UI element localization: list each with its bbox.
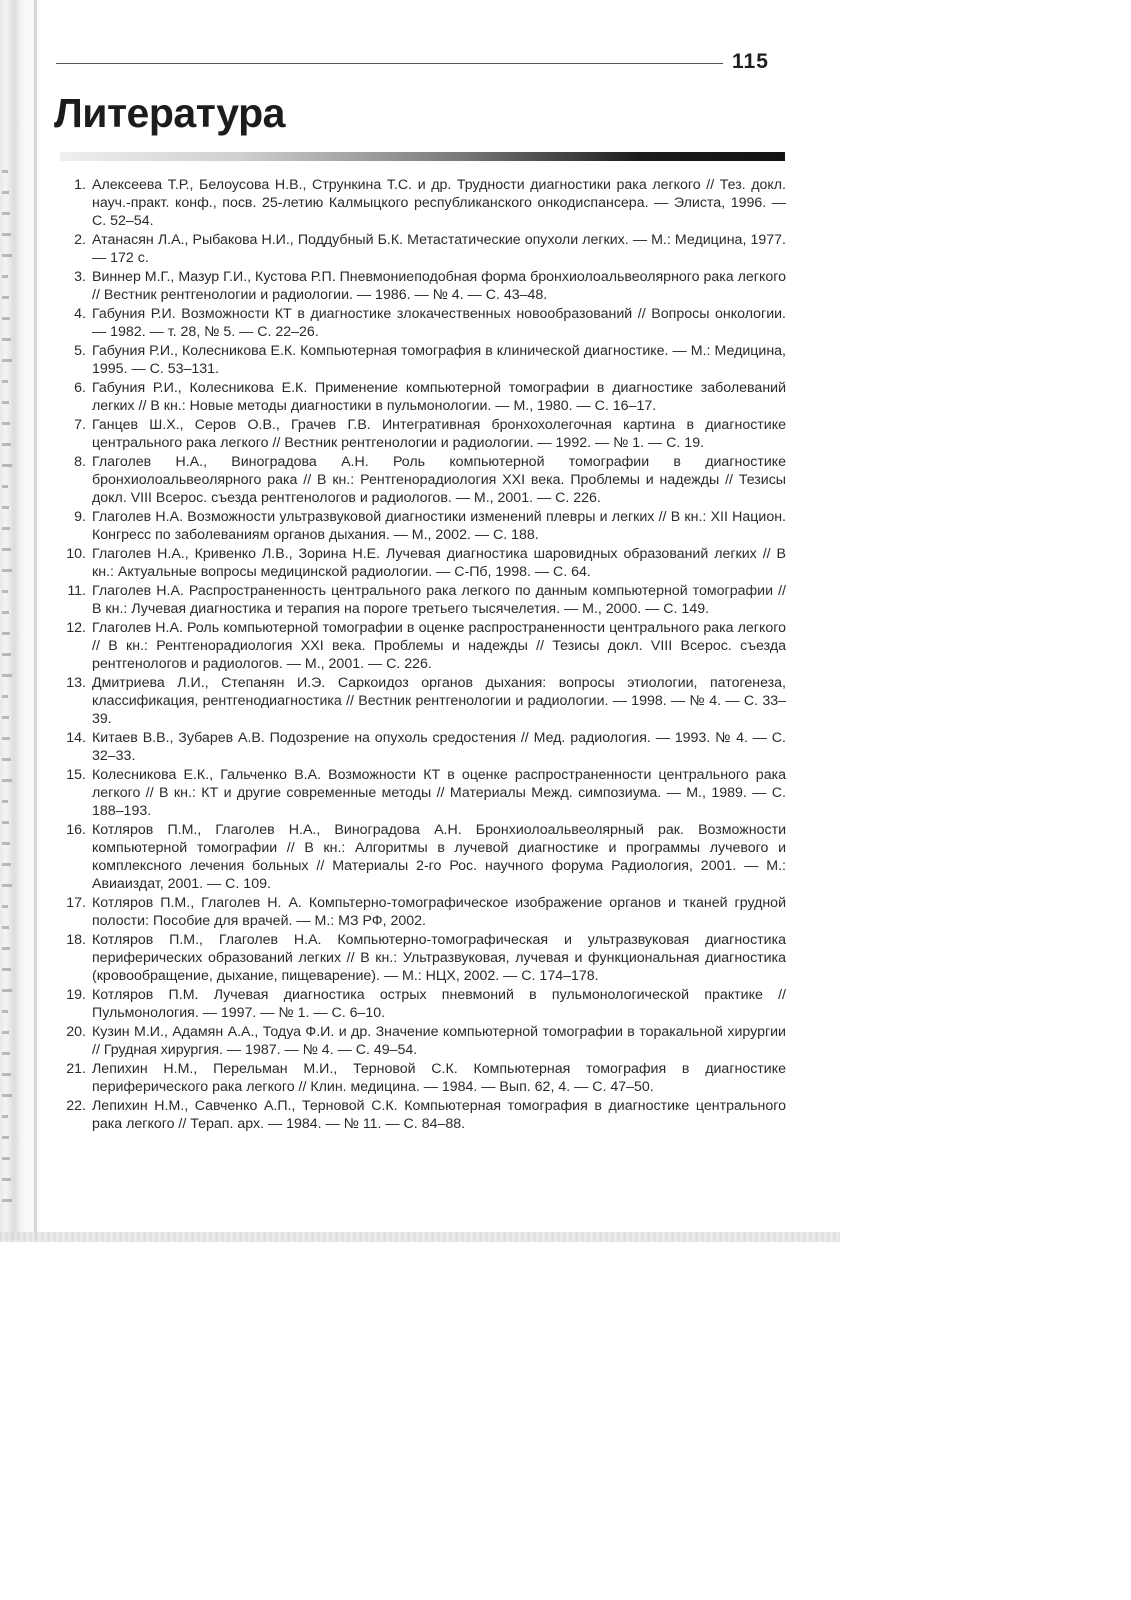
scan-edge-mark	[2, 779, 12, 782]
reference-text: Котляров П.М. Лучевая диагностика острых пневмоний в пульмонологической практике // Пульмонология. — 1997. — № 1. — С. 6–10.	[92, 987, 786, 1021]
reference-number: 5.	[74, 343, 86, 359]
reference-item	[58, 931, 786, 985]
reference-number: 16.	[66, 822, 86, 838]
scan-edge-mark	[2, 359, 12, 362]
scan-edge-mark	[2, 527, 10, 530]
reference-text: Китаев В.В., Зубарев А.В. Подозрение на опухоль средостения // Мед. радиология. — 1993. № 4. — С. 32–33.	[92, 730, 786, 764]
reference-text: Глаголев Н.А. Распространенность центрального рака легкого по данным компьютерной томографии // В кн.: Лучевая диагностика и терапия на пороге третьего тысячелетия. — М., 2000. — С. 149.	[92, 583, 786, 617]
reference-text: Колесникова Е.К., Гальченко В.А. Возможности КТ в оценке распространенности центрального рака легкого // В кн.: КТ и другие современные методы // Материалы Межд. симпозиума. — М., 1989. — С. 188–193.	[92, 767, 786, 819]
scan-edge-mark	[2, 842, 10, 845]
reference-item	[58, 729, 786, 765]
reference-item	[58, 766, 786, 820]
scan-edge-mark	[2, 716, 9, 719]
reference-text: Лепихин Н.М., Савченко А.П., Терновой С.К. Компьютерная томография в диагностике центрального рака легкого // Терап. арх. — 1984. — № 11. — С. 84–88.	[92, 1098, 786, 1132]
scan-edge-mark	[2, 1094, 12, 1097]
reference-number: 20.	[66, 1024, 86, 1040]
scan-edge-mark	[2, 989, 12, 992]
reference-number: 6.	[74, 380, 86, 396]
reference-item	[58, 1097, 786, 1133]
reference-item	[58, 582, 786, 618]
reference-text: Кузин М.И., Адамян А.А., Тодуа Ф.И. и др. Значение компьютерной томографии в торакальной хирургии // Грудная хирургия. — 1987. — № 4. — С. 49–54.	[92, 1024, 786, 1058]
reference-text: Алексеева Т.Р., Белоусова Н.В., Стрункина Т.С. и др. Трудности диагностики рака легкого // Тез. докл. науч.-практ. конф., посв. 25-летию Калмыцкого республиканского онкодиспансера. — Элиста, 1996. — С. 52–54.	[92, 177, 786, 229]
scan-edge-mark	[2, 233, 11, 236]
reference-number: 21.	[66, 1061, 86, 1077]
reference-number: 19.	[66, 987, 86, 1003]
scan-edge-mark	[2, 548, 11, 551]
reference-item	[58, 379, 786, 415]
reference-number: 8.	[74, 454, 86, 470]
reference-item	[58, 674, 786, 728]
scan-edge-mark	[2, 212, 10, 215]
scan-edge-mark	[2, 275, 8, 278]
reference-text: Атанасян Л.А., Рыбакова Н.И., Поддубный Б.К. Метастатические опухоли легких. — М.: Медицина, 1977. — 172 с.	[92, 232, 786, 266]
reference-number: 12.	[66, 620, 86, 636]
scan-edge-mark	[2, 1031, 9, 1034]
reference-item	[58, 1023, 786, 1059]
reference-item	[58, 176, 786, 230]
reference-text: Глаголев Н.А., Виноградова А.Н. Роль компьютерной томографии в диагностике бронхиолоальвеолярного рака // В кн.: Рентгенорадиология XXI века. Проблемы и надежды // Тезисы докл. VIII Всерос. съезда рентгенологов и радиологов. — М., 2001. — С. 226.	[92, 454, 786, 506]
reference-number: 2.	[74, 232, 86, 248]
scan-edge-mark	[2, 632, 10, 635]
scan-edge-mark	[2, 1115, 8, 1118]
scan-edge-mark	[2, 737, 10, 740]
reference-text: Котляров П.М., Глаголев Н.А., Виноградова А.Н. Бронхиолоальвеолярный рак. Возможности компьютерной томографии // В кн.: Алгоритмы в лучевой диагностике и программы лучевого и комплексного лечения больных // Материалы 2-го Рос. научного форума Радиология, 2001. — М.: Авиаиздат, 2001. — С. 109.	[92, 822, 786, 892]
reference-text: Габуния Р.И. Возможности КТ в диагностике злокачественных новообразований // Вопросы онкологии. — 1982. — т. 28, № 5. — С. 22–26.	[92, 306, 786, 340]
scan-edge-mark	[2, 653, 11, 656]
scan-edge-mark	[2, 1010, 8, 1013]
reference-list	[58, 176, 786, 1134]
reference-text: Котляров П.М., Глаголев Н. А. Компьтерно-томографическое изображение органов и тканей грудной полости: Пособие для врачей. — М.: МЗ РФ, 2002.	[92, 895, 786, 929]
reference-number: 1.	[74, 177, 86, 193]
scan-spine-line	[34, 0, 37, 1240]
scan-edge-mark	[2, 338, 11, 341]
reference-item	[58, 545, 786, 581]
scan-edge-mark	[2, 170, 8, 173]
reference-number: 22.	[66, 1098, 86, 1114]
reference-number: 18.	[66, 932, 86, 948]
scan-edge-mark	[2, 401, 9, 404]
scan-edge-mark	[2, 422, 10, 425]
scan-edge-mark	[2, 674, 12, 677]
reference-text: Дмитриева Л.И., Степанян И.Э. Саркоидоз органов дыхания: вопросы этиологии, патогенеза, классификация, рентгенодиагностика // Вестник рентгенологии и радиологии. — 1998. — № 4. — С. 33–39.	[92, 675, 786, 727]
reference-item	[58, 416, 786, 452]
reference-text: Габуния Р.И., Колесникова Е.К. Применение компьютерной томографии в диагностике заболеваний легких // В кн.: Новые методы диагностики в пульмонологии. — М., 1980. — С. 16–17.	[92, 380, 786, 414]
reference-item	[58, 894, 786, 930]
reference-text: Котляров П.М., Глаголев Н.А. Компьютерно-томографическая и ультразвуковая диагностика периферических образований легких // В кн.: Ультразвуковая, лучевая и функциональная диагностика (кровообращение, дыхание, пищеварение). — М.: НЦХ, 2002. — С. 174–178.	[92, 932, 786, 984]
reference-text: Виннер М.Г., Мазур Г.И., Кустова Р.П. Пневмониеподобная форма бронхиолоальвеолярного рака легкого // Вестник рентгенологии и радиологии. — 1986. — № 4. — С. 43–48.	[92, 269, 786, 303]
scan-edge-mark	[2, 947, 10, 950]
reference-text: Лепихин Н.М., Перельман М.И., Терновой С.К. Компьютерная томография в диагностике периферического рака легкого // Клин. медицина. — 1984. — Вып. 62, 4. — С. 47–50.	[92, 1061, 786, 1095]
page-number: 115	[732, 50, 769, 73]
scan-edge-mark	[2, 1178, 11, 1181]
reference-number: 10.	[66, 546, 86, 562]
scan-edge-mark	[2, 317, 10, 320]
reference-item	[58, 1060, 786, 1096]
reference-number: 7.	[74, 417, 86, 433]
reference-item	[58, 231, 786, 267]
scan-edge-mark	[2, 695, 8, 698]
reference-number: 15.	[66, 767, 86, 783]
scan-edge-mark	[2, 821, 9, 824]
reference-number: 13.	[66, 675, 86, 691]
scan-edge-mark	[2, 191, 9, 194]
scan-edge-mark	[2, 905, 8, 908]
reference-item	[58, 268, 786, 304]
reference-number: 11.	[67, 583, 86, 599]
reference-number: 14.	[66, 730, 86, 746]
reference-text: Глаголев Н.А. Роль компьютерной томографии в оценке распространенности центрального рака легкого // В кн.: Рентгенорадиология XXI века. Проблемы и надежды // Тезисы докл. VIII Всерос. съезда рентгенологов и радиологов. — М., 2001. — С. 226.	[92, 620, 786, 672]
scan-edge-mark	[2, 926, 9, 929]
scan-edge-mark	[2, 968, 11, 971]
scan-edge-mark	[2, 611, 9, 614]
scan-edge-mark	[2, 1136, 9, 1139]
reference-text: Глаголев Н.А., Кривенко Л.В., Зорина Н.Е. Лучевая диагностика шаровидных образований легких // В кн.: Актуальные вопросы медицинской радиологии. — С-Пб, 1998. — С. 64.	[92, 546, 786, 580]
reference-text: Глаголев Н.А. Возможности ультразвуковой диагностики изменений плевры и легких // В кн.: XII Национ. Конгресс по заболеваниям органов дыхания. — М., 2002. — С. 188.	[92, 509, 786, 543]
scan-edge-mark	[2, 485, 8, 488]
reference-number: 3.	[74, 269, 86, 285]
page-title: Литература	[54, 90, 285, 136]
scan-bottom-edge	[0, 1232, 840, 1242]
scan-edge-mark	[2, 1052, 10, 1055]
reference-item	[58, 508, 786, 544]
scan-edge-mark	[2, 1199, 12, 1202]
title-underline-bar	[60, 152, 785, 161]
scan-edge-mark	[2, 506, 9, 509]
header-rule	[56, 63, 723, 64]
reference-item	[58, 986, 786, 1022]
scan-edge-mark	[2, 758, 11, 761]
reference-item	[58, 821, 786, 893]
scan-edge-mark	[2, 380, 8, 383]
scan-edge-mark	[2, 443, 11, 446]
scan-edge-marks	[2, 0, 16, 1240]
reference-text: Габуния Р.И., Колесникова Е.К. Компьютерная томография в клинической диагностике. — М.: Медицина, 1995. — С. 53–131.	[92, 343, 786, 377]
scan-edge-mark	[2, 1073, 11, 1076]
reference-number: 17.	[66, 895, 86, 911]
reference-number: 9.	[74, 509, 86, 525]
scan-edge-mark	[2, 296, 9, 299]
reference-number: 4.	[74, 306, 86, 322]
scan-edge-mark	[2, 884, 12, 887]
reference-text: Ганцев Ш.Х., Серов О.В., Грачев Г.В. Интегративная бронхохолегочная картина в диагностике центрального рака легкого // Вестник рентгенологии и радиологии. — 1992. — № 1. — С. 19.	[92, 417, 786, 451]
scan-edge-mark	[2, 800, 8, 803]
scan-edge-mark	[2, 863, 11, 866]
scan-edge-mark	[2, 464, 12, 467]
reference-item	[58, 619, 786, 673]
scan-edge-mark	[2, 569, 12, 572]
reference-item	[58, 305, 786, 341]
scan-edge-mark	[2, 1157, 10, 1160]
reference-item	[58, 342, 786, 378]
reference-item	[58, 453, 786, 507]
scan-edge-mark	[2, 254, 12, 257]
scan-edge-mark	[2, 590, 8, 593]
